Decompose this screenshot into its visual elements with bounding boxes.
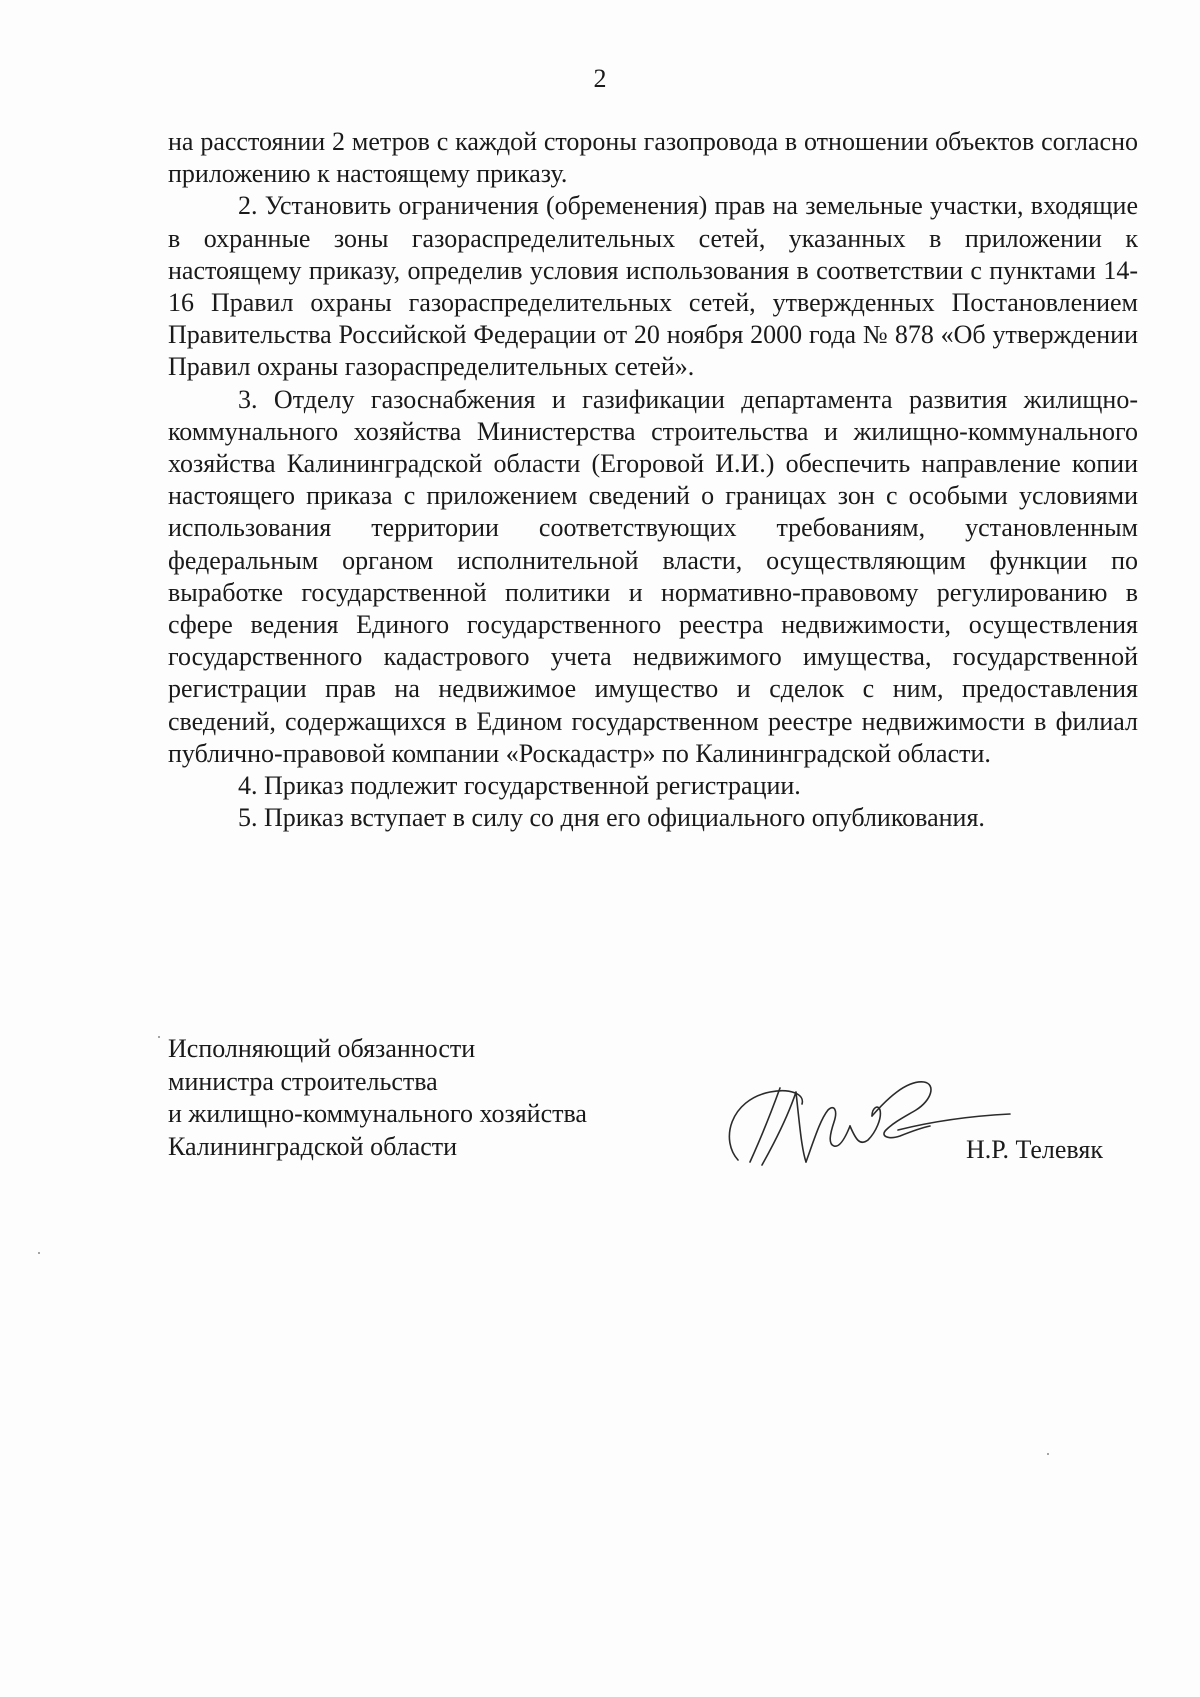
paragraph-item-3: 3. Отделу газоснабжения и газификации департамента развития жилищно-коммунального хозяйства Министерства строительства и жилищно-коммунального хозяйства Калининградской области (Егоровой И.И.) обеспечить направление копии настоящего приказа с приложением сведений о границах зон с особыми условиями использования территории соответствующих требованиям, установленным федеральным органом исполнительной власти, осуществляющим функции по выработке государственной политики и нормативно-правовому регулированию в сфере ведения Единого государственного реестра недвижимости, осуществления государственного кадастрового учета недвижимого имущества, государственной регистрации прав на недвижимое имущество и сделок с ним, предоставления сведений, содержащихся в Едином государственном реестре недвижимости в филиал публично-правовой компании «Роскадастр» по Калининградской области.	[168, 384, 1138, 768]
scan-speck	[38, 1252, 40, 1254]
paragraph-continuation: на расстоянии 2 метров с каждой стороны газопровода в отношении объектов согласно приложению к настоящему приказу.	[168, 127, 1138, 189]
signer-name: Н.Р. Телевяк	[966, 1135, 1103, 1164]
signer-title	[168, 1033, 587, 1163]
order-body	[168, 126, 1138, 834]
signer-title-line: Калининградской области	[168, 1131, 458, 1161]
signer-title-line: Исполняющий обязанности	[168, 1034, 476, 1063]
scan-speck	[1047, 1453, 1049, 1455]
signer-title-line: министра строительства	[168, 1066, 438, 1096]
page-number: 2	[593, 64, 607, 93]
signer-title-line: и жилищно-коммунального хозяйства	[168, 1099, 587, 1128]
paragraph-item-2: 2. Установить ограничения (обременения) прав на земельные участки, входящие в охранные зоны газораспределительных сетей, указанных в приложении к настоящему приказу, определив условия использования в соответствии с пунктами 14-16 Правил охраны газораспределительных сетей, утвержденных Постановлением Правительства Российской Федерации от 20 ноября 2000 года № 878 «Об утверждении Правил охраны газораспределительных сетей».	[168, 191, 1138, 382]
scan-speck	[158, 1036, 160, 1038]
paragraph-item-5: 5. Приказ вступает в силу со дня его официального опубликования.	[238, 803, 985, 833]
paragraph-item-4: 4. Приказ подлежит государственной регистрации.	[238, 771, 801, 801]
